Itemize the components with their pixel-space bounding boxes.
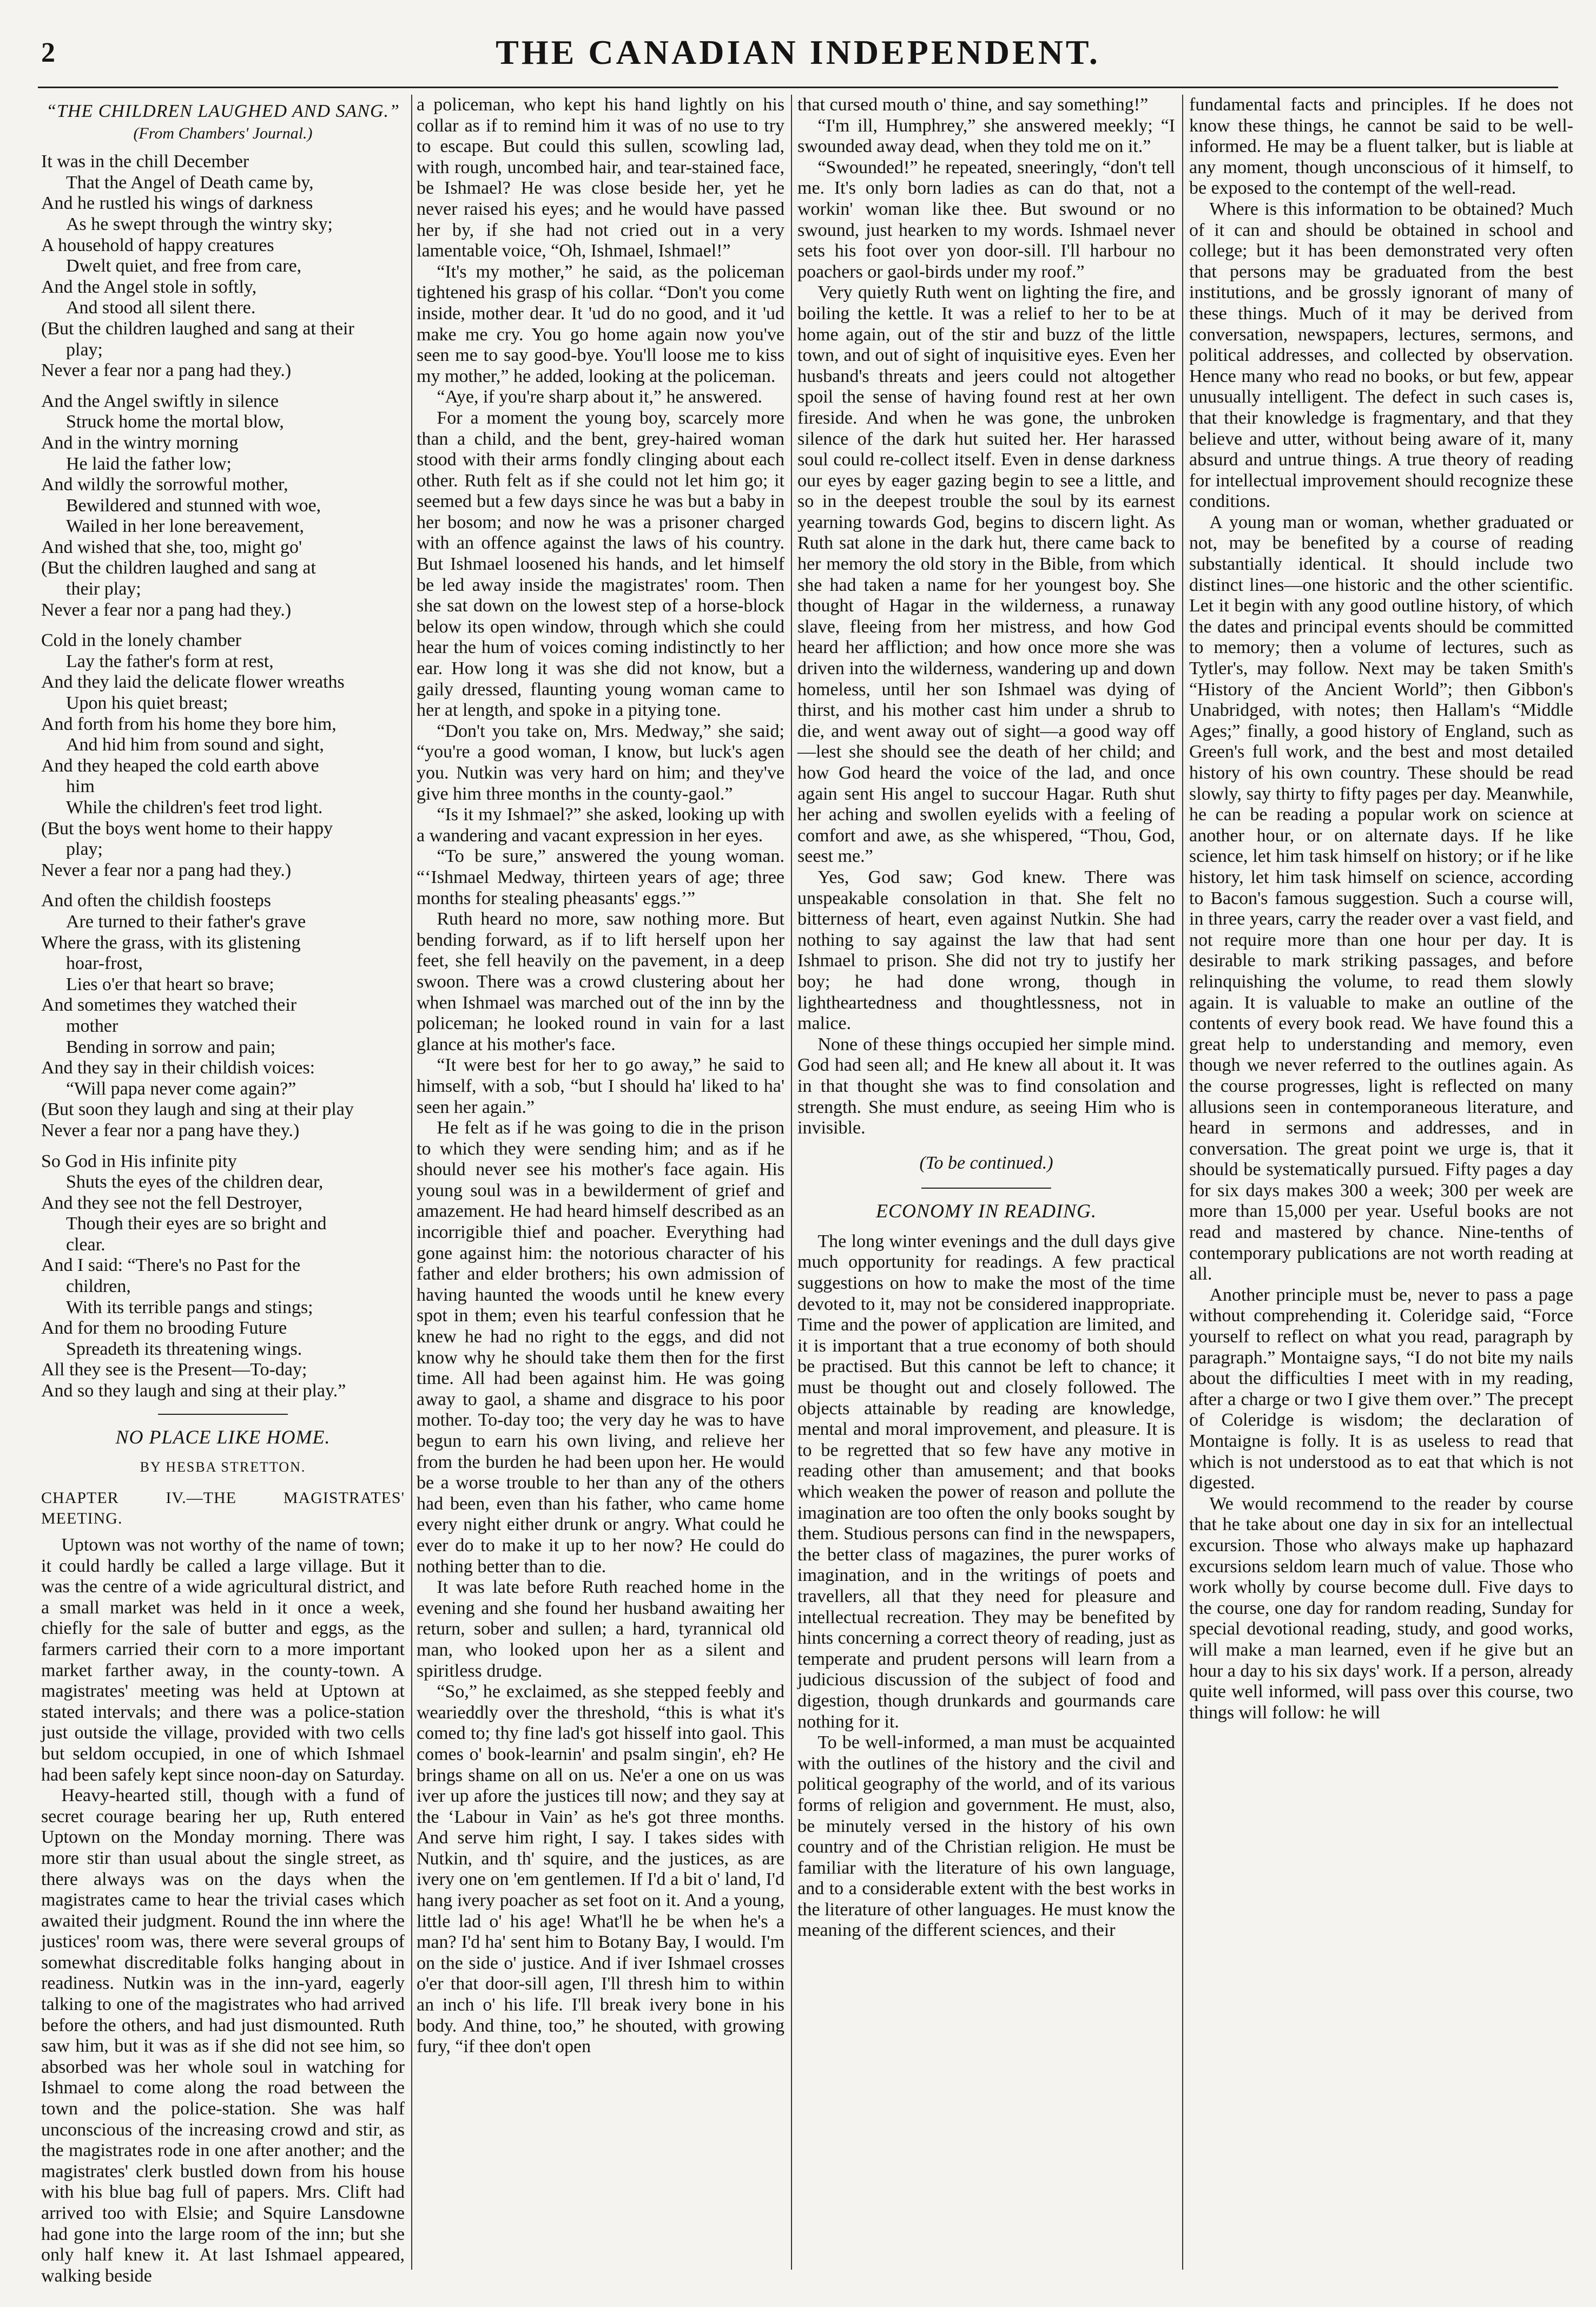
column-divider xyxy=(411,95,412,2270)
paragraph: “It's my mother,” he said, as the policeman tightened his grasp of his collar. “Don't you come inside, mother dear. It 'ud do no good, and it 'ud make me cry. You go home again now you've seen me to say good-bye. You'll loose me to kiss my mother,” he added, looking at the policeman. xyxy=(417,261,784,386)
poem-line: play; xyxy=(66,839,103,860)
paragraph: A young man or woman, whether graduated or not, may be benefited by a course of reading substantially identical. It should include two distinct lines—one historic and the other scientific. Let it begin with any good outline history, of which the dates and principal events should be committed to memory; then a volume of lectures, such as Tytler's, may follow. Next may be taken Smith's “History of the Ancient World”; then Gibbon's Unabridged, with notes; then Hallam's “Middle Ages;” finally, a good history of England, such as Green's full work, and the best and most detailed history of his own country. These should be read slowly, say thirty to fifty pages per day. Meanwhile, he can be reading a popular work on science at another hour, or on alternate days. If he like science, let him task himself on history; or if he like history, let him task himself on science, according to Bacon's famous suggestion. Such a course will, in three years, carry the reader over a vast field, and not require more than one hour per day. It is desirable to mark striking passages, and before relinquishing the volume, to read them slowly again. It is valuable to make an outline of the contents of every book read. We have found this a great help to understanding and memory, even though we never referred to the outlines again. As the course progresses, light is reflected on many allusions seen in contemporaneous literature, and heard in sermons and addresses, and in conversation. The great point we urge is, that it should be systematically pursued. Fifty pages a day for six days makes 300 a week; 300 per week are more than 15,000 per year. Useful books are not read and mastered by chance. Nine-tenths of contemporary publications are not worth reading at all. xyxy=(1189,512,1573,1284)
poem-line: clear. xyxy=(66,1234,105,1255)
poem-line: As he swept through the wintry sky; xyxy=(66,214,333,234)
poem-title: “THE CHILDREN LAUGHED AND SANG.” xyxy=(46,101,400,121)
page-number: 2 xyxy=(41,37,55,68)
paragraph: “I'm ill, Humphrey,” she answered meekly; “I swounded away dead, when they told me on it.” xyxy=(797,115,1175,157)
poem-line: That the Angel of Death came by, xyxy=(66,172,314,193)
poem-line: All they see is the Present—To-day; xyxy=(41,1360,307,1380)
story-text-3 xyxy=(797,95,1175,1139)
poem-line: And they say in their childish voices: xyxy=(41,1058,315,1078)
column-divider xyxy=(791,95,792,2270)
poem-line: Lies o'er that heart so brave; xyxy=(66,974,274,994)
story-title: NO PLACE LIKE HOME. xyxy=(115,1426,331,1448)
to-be-continued: (To be continued.) xyxy=(919,1152,1053,1173)
poem-line: hoar-frost, xyxy=(66,953,143,974)
poem-line: And so they laugh and sing at their play.” xyxy=(41,1381,346,1401)
section-rule xyxy=(921,1188,1051,1189)
paragraph: “It were best for her to go away,” he said to himself, with a sob, “but I should ha' liked to ha' seen her again.” xyxy=(417,1055,784,1117)
poem-stanza xyxy=(41,1151,405,1402)
article-title: ECONOMY IN READING. xyxy=(876,1200,1097,1222)
paragraph: Very quietly Ruth went on lighting the fire, and boiling the kettle. It was a relief to her to be at home again, out of the stir and buzz of the little town, and out of sight of inquisitive eyes. Even her husband's threats and jeers could not altogether spoil the sense of having found rest at her own fireside. And when he was gone, the unbroken silence of the dark hut suited her. Her harassed soul could re-collect itself. Even in dense darkness our eyes by eager gazing begin to see a little, and so in the deepest trouble the soul by its earnest yearning towards God, begins to discern light. As Ruth sat alone in the dark hut, there came back to her memory the old story in the Bible, from which she had taken a name for her youngest boy. She thought of Hagar in the wilderness, a runaway slave, fleeing from her mistress, and how God heard her affliction; and how once more she was driven into the wilderness, wandering up and down homeless, until her son Ishmael was dying of thirst, and his mother cast him under a shrub to die, and went away out of sight—a good way off—lest she should see the death of her child; and how God heard the voice of the lad, and once again sent His angel to succour Hagar. Ruth shut her aching and swollen eyelids with a feeling of comfort and awe, as she whispered, “Thou, God, seest me.” xyxy=(797,282,1175,867)
paragraph: “Swounded!” he repeated, sneeringly, “don't tell me. It's only born ladies as can do that, not a workin' woman like thee. But swound or no swound, just hearken to my words. Ishmael never sets his foot over yon door-sill. I'll harbour no poachers or gaol-birds under my roof.” xyxy=(797,157,1175,282)
paragraph: “Is it my Ishmael?” she asked, looking up with a wandering and vacant expression in her eyes. xyxy=(417,805,784,846)
poem-line: And wildly the sorrowful mother, xyxy=(41,474,288,495)
poem-line: Struck home the mortal blow, xyxy=(66,412,284,432)
poem-line: Are turned to their father's grave xyxy=(66,911,306,932)
poem-line: Bending in sorrow and pain; xyxy=(66,1037,276,1057)
paragraph: Yes, God saw; God knew. There was unspeakable consolation in that. She felt no bitterness of heart, even against Nutkin. She had nothing to say against the law that had sent Ishmael to prison. She did not try to justify her boy; he had done wrong, though in lightheartedness and thoughtlessness, not in malice. xyxy=(797,867,1175,1034)
poem-line: A household of happy creatures xyxy=(41,235,274,255)
poem-line: (But soon they laugh and sing at their play xyxy=(41,1099,354,1120)
paragraph: Heavy-hearted still, though with a fund of secret courage bearing her up, Ruth entered Uptown on the Monday morning. There was more stir than usual about the single street, as there always was on the days when the magistrates came to hear the trivial cases which awaited their judgment. Round the inn where the justices' room was, there were several groups of somewhat discreditable folks hanging about in readiness. Nutkin was in the inn-yard, eagerly talking to one of the magistrates who had arrived before the others, and had just dismounted. Ruth saw him, but it was as if she did not see him, so absorbed was her whole soul in watching for Ishmael to come along the road between the town and the police-station. She was half unconscious of the increasing crowd and stir, as the magistrates rode in one after another; and the magistrates' clerk bustled down from his house with his blue bag full of papers. Mrs. Clift had arrived too with Elsie; and Squire Lansdowne had gone into the large room of the inn; but she only half knew it. At last Ishmael appeared, walking beside xyxy=(41,1785,405,2286)
poem-line: And often the childish foosteps xyxy=(41,891,271,911)
paragraph: Uptown was not worthy of the name of town; it could hardly be called a large village. But it was the centre of a wide agricultural district, and a small market was held in it once a week, chiefly for the sale of butter and eggs, as the farmers carried their corn to a more important market farther away, in the county-town. A magistrates' meeting was held at Uptown at stated intervals; and there was a police-station just outside the village, provided with two cells but seldom occupied, in one of which Ishmael had been safely kept since noon-day on Saturday. xyxy=(41,1535,405,1785)
poem-line: Where the grass, with its glistening xyxy=(41,932,301,953)
poem-stanza xyxy=(41,151,405,381)
paragraph: “So,” he exclaimed, as she stepped feebly and wearieddly over the threshold, “this is what it's comed to; thy fine lad's got hisself into gaol. This comes o' book-learnin' and psalm singin', eh? He brings shame on all on us. Ne'er a one on us was iver up afore the justices till now; and they say at the ‘Labour in Vain’ as he's got three months. And serve him right, I say. I takes sides with Nutkin, and th' squire, and the justices, as are ivery one on 'em gentlemen. If I'd a bit o' land, I'd hang ivery poacher as set foot on it. And a young, little lad o' his age! What'll he be when he's a man? I'd ha' sent him to Botany Bay, I would. I'm on the side o' justice. And if iver Ishmael crosses o'er that door-sill agen, I'll thresh him to within an inch o' his life. I'll break ivery bone in his body. And thine, too,” he shouted, with growing fury, “if thee don't open xyxy=(417,1682,784,2057)
chapter-heading: CHAPTER IV.—THE MAGISTRATES' MEETING. xyxy=(41,1488,405,1528)
paragraph: For a moment the young boy, scarcely more than a child, and the bent, grey-haired woman stood with their arms fondly clinging about each other. Ruth felt as if she could not let him go; it seemed but a few days since he was but a baby in her bosom; and now he was a prisoner charged with an offence against the laws of his country. But Ishmael loosened his hands, and let himself be led away inside the magistrates' room. Then she sat down on the lowest step of a horse-block below its open window, through which she could hear the hum of voices coming indistinctly to her ear. How long it was she did not know, but a gaily dressed, flaunting young woman came to her at length, and spoke in a pitying tone. xyxy=(417,407,784,721)
poem-source: (From Chambers' Journal.) xyxy=(133,124,313,142)
poem-line: And in the wintry morning xyxy=(41,432,239,453)
poem-line: And they see not the fell Destroyer, xyxy=(41,1192,302,1213)
paragraph: “Aye, if you're sharp about it,” he answered. xyxy=(437,387,762,407)
poem-line: him xyxy=(66,776,95,797)
paragraph: Where is this information to be obtained? Much of it can and should be obtained in school and college; but it has been demonstrated very often that persons may be graduated from the best institutions, and be grossly ignorant of many of these things. Much of it may be derived from conversation, newspapers, lectures, sermons, and political addresses, and collected by observation. Hence many who read no books, or but few, appear unusually intelligent. The defect in such cases is, that their knowledge is fragmentary, and that they believe and utter, without being aware of it, many absurd and untrue things. A true theory of reading for intellectual improvement should recognize these conditions. xyxy=(1189,199,1573,512)
paragraph: It was late before Ruth reached home in the evening and she found her husband awaiting her return, sober and sullen; a hard, tyrannical old man, who looked upon her as a silent and spiritless drudge. xyxy=(417,1577,784,1681)
column-3 xyxy=(797,95,1175,2275)
poem-line: (But the children laughed and sang at xyxy=(41,558,316,578)
paragraph: To be well-informed, a man must be acquainted with the outlines of the history and the civil and political geography of the world, and of its various forms of religion and government. He must, also, be minutely versed in the history of his own country and of the Christian religion. He must be familiar with the literature of his own language, and to a considerable extent with the best works in the literature of other languages. He must know the meaning of the different sciences, and their xyxy=(797,1732,1175,1941)
poem-line: Never a fear nor a pang had they.) xyxy=(41,599,292,620)
poem-line: mother xyxy=(66,1016,118,1036)
poem-line: Dwelt quiet, and free from care, xyxy=(66,256,302,276)
poem-stanza xyxy=(41,630,405,881)
poem-line: children, xyxy=(66,1276,131,1297)
poem-line: With its terrible pangs and stings; xyxy=(66,1297,313,1317)
column-1 xyxy=(41,95,405,2286)
poem-line: And sometimes they watched their xyxy=(41,995,297,1016)
column-4 xyxy=(1189,95,1573,2275)
poem-line: “Will papa never come again?” xyxy=(66,1078,296,1099)
poem-line: And wished that she, too, might go' xyxy=(41,537,302,557)
paragraph: fundamental facts and principles. If he does not know these things, he cannot be said to be well-informed. He may be a fluent talker, but is liable at any moment, though unconscious of it himself, to be exposed to the contempt of the well-read. xyxy=(1189,95,1573,199)
story-byline: BY HESBA STRETTON. xyxy=(140,1459,306,1475)
poem-line: Bewildered and stunned with woe, xyxy=(66,495,321,516)
poem-line: And they laid the delicate flower wreaths xyxy=(41,672,345,693)
poem-line: And the Angel swiftly in silence xyxy=(41,391,279,411)
column-2 xyxy=(417,95,784,2275)
paragraph: “Don't you take on, Mrs. Medway,” she said; “you're a good woman, I know, but luck's agen you. Nutkin was very hard on him; and they've give him three months in the county-gaol.” xyxy=(417,721,784,804)
paragraph: We would recommend to the reader by course that he take about one day in six for an intellectual excursion. Those who always make up haphazard excursions seldom learn much of value. Those who work wholly by course become dull. Five days to the course, one day for random reading, Sunday for special devotional reading, study, and good works, will make a man learned, even if he give but an hour a day to his six days' work. If a person, already quite well informed, will pass over this course, two things will follow: he will xyxy=(1189,1493,1573,1723)
poem-line: And stood all silent there. xyxy=(66,298,256,318)
story-text-2 xyxy=(417,95,784,2058)
poem-line: play; xyxy=(66,339,103,360)
poem-line: Never a fear nor a pang have they.) xyxy=(41,1120,300,1141)
poem-stanza xyxy=(41,891,405,1141)
paragraph: None of these things occupied her simple mind. God had seen all; and He knew all about it. It was in that thought she was to find consolation and strength. She must endure, as seeing Him who is invisible. xyxy=(797,1034,1175,1138)
paragraph: The long winter evenings and the dull days give much opportunity for readings. A few practical suggestions on how to make the most of the time devoted to it, may not be considered inappropriate. Time and the power of application are limited, and it is important that a true economy of both should be practised. But this cannot be left to chance; it must be thought out and closely followed. The objects attainable by reading are knowledge, mental and moral improvement, and pleasure. It is to be regretted that so few have any motive in reading other than amusement; and that books which weaken the power of reason and pollute the imagination are too often the only books sought by them. Studious persons can find in the newspapers, the better class of magazines, the purer works of imagination, and in the writings of poets and travellers, all that they need for pleasure and intellectual recreation. They may be benefited by hints concerning a correct theory of reading, just as temperate and prudent persons will learn from a judicious discussion of the subject of food and digestion, though drunkards and gourmands care nothing for it. xyxy=(797,1231,1175,1732)
poem-line: Wailed in her lone bereavement, xyxy=(66,516,305,537)
article-text-2 xyxy=(1189,95,1573,1723)
column-divider xyxy=(1182,95,1183,2270)
poem-line: Never a fear nor a pang had they.) xyxy=(41,360,292,381)
page-header xyxy=(0,32,1596,81)
poem-line: And they heaped the cold earth above xyxy=(41,755,319,776)
poem-line: their play; xyxy=(66,579,141,599)
poem-line: And for them no brooding Future xyxy=(41,1318,287,1339)
newspaper-title: THE CANADIAN INDEPENDENT. xyxy=(496,33,1100,71)
poem-line: Never a fear nor a pang had they.) xyxy=(41,860,292,880)
article-text-1 xyxy=(797,1231,1175,1941)
poem-line: And forth from his home they bore him, xyxy=(41,714,337,734)
paragraph: Another principle must be, never to pass a page without comprehending it. Coleridge said, “Force yourself to reflect on what you read, paragraph by paragraph.” Montaigne says, “I do not bite my nails about the difficulties I meet with in my reading, after a charge or two I give them over.” The precept of Coleridge is wisdom; the declaration of Montaigne is folly. It is as useless to read that which is not understood as to eat that which is not digested. xyxy=(1189,1284,1573,1493)
poem-line: And I said: “There's no Past for the xyxy=(41,1255,301,1276)
paragraph: a policeman, who kept his hand lightly on his collar as if to remind him it was of no use to try to escape. But could this sullen, scowling lad, with rough, uncombed hair, and tear-stained face, be Ishmael? He was close beside her, yet he never raised his eyes; and he would have passed her by, if she had not cried out in a very lamentable voice, “Oh, Ishmael, Ishmael!” xyxy=(417,95,784,261)
poem-line: And he rustled his wings of darkness xyxy=(41,193,313,214)
header-rule xyxy=(38,87,1558,88)
paragraph: Ruth heard no more, saw nothing more. But bending forward, as if to lift herself upon her feet, she fell heavily on the pavement, in a deep swoon. There was a crowd clustering about her when Ishmael was marched out of the inn by the policeman; he looked round in vain for a last glance at his mother's face. xyxy=(417,909,784,1054)
story-text-1 xyxy=(41,1535,405,2286)
poem-line: Upon his quiet breast; xyxy=(66,693,228,714)
poem-line: So God in His infinite pity xyxy=(41,1151,237,1171)
section-rule xyxy=(158,1414,288,1415)
poem-line: Lay the father's form at rest, xyxy=(66,651,274,671)
paragraph: that cursed mouth o' thine, and say something!” xyxy=(797,95,1149,115)
poem-line: Shuts the eyes of the children dear, xyxy=(66,1172,324,1192)
poem-stanza xyxy=(41,391,405,621)
paragraph: “To be sure,” answered the young woman. “‘Ishmael Medway, thirteen years of age; three months for stealing pheasants' eggs.’” xyxy=(417,846,784,908)
poem-line: While the children's feet trod light. xyxy=(66,797,323,818)
poem-line: (But the children laughed and sang at their xyxy=(41,318,354,339)
poem-body xyxy=(41,151,405,1401)
poem-line: It was in the chill December xyxy=(41,151,249,172)
poem-line: And the Angel stole in softly, xyxy=(41,276,257,297)
poem-line: Cold in the lonely chamber xyxy=(41,630,242,651)
paragraph: He felt as if he was going to die in the prison to which they were sending him; and as if he should never see his mother's face again. His young soul was in a bewilderment of grief and amazement. He had heard himself described as an incorrigible thief and poacher. Everything had gone against him: the notorious character of his father and elder brothers; his own admission of having haunted the woods until he knew every spot in them; even his tearful confession that he knew he had no right to the eggs, and did not know why he should take them then for the first time. All had been against him. He was going away to gaol, a shame and disgrace to his poor mother. To-day too; the very day he was to have begun to earn his own living, and relieve her from the burden he had been upon her. He would be a worse trouble to her than any of the others had been, even than his father, who came home every night either drunk or angry. What could he ever do to make it up to her now? He could do nothing better than to die. xyxy=(417,1118,784,1577)
poem-line: Spreadeth its threatening wings. xyxy=(66,1339,302,1359)
poem-line: Though their eyes are so bright and xyxy=(66,1214,327,1234)
poem-line: He laid the father low; xyxy=(66,453,232,474)
poem-line: And hid him from sound and sight, xyxy=(66,735,324,755)
poem-line: (But the boys went home to their happy xyxy=(41,818,333,839)
